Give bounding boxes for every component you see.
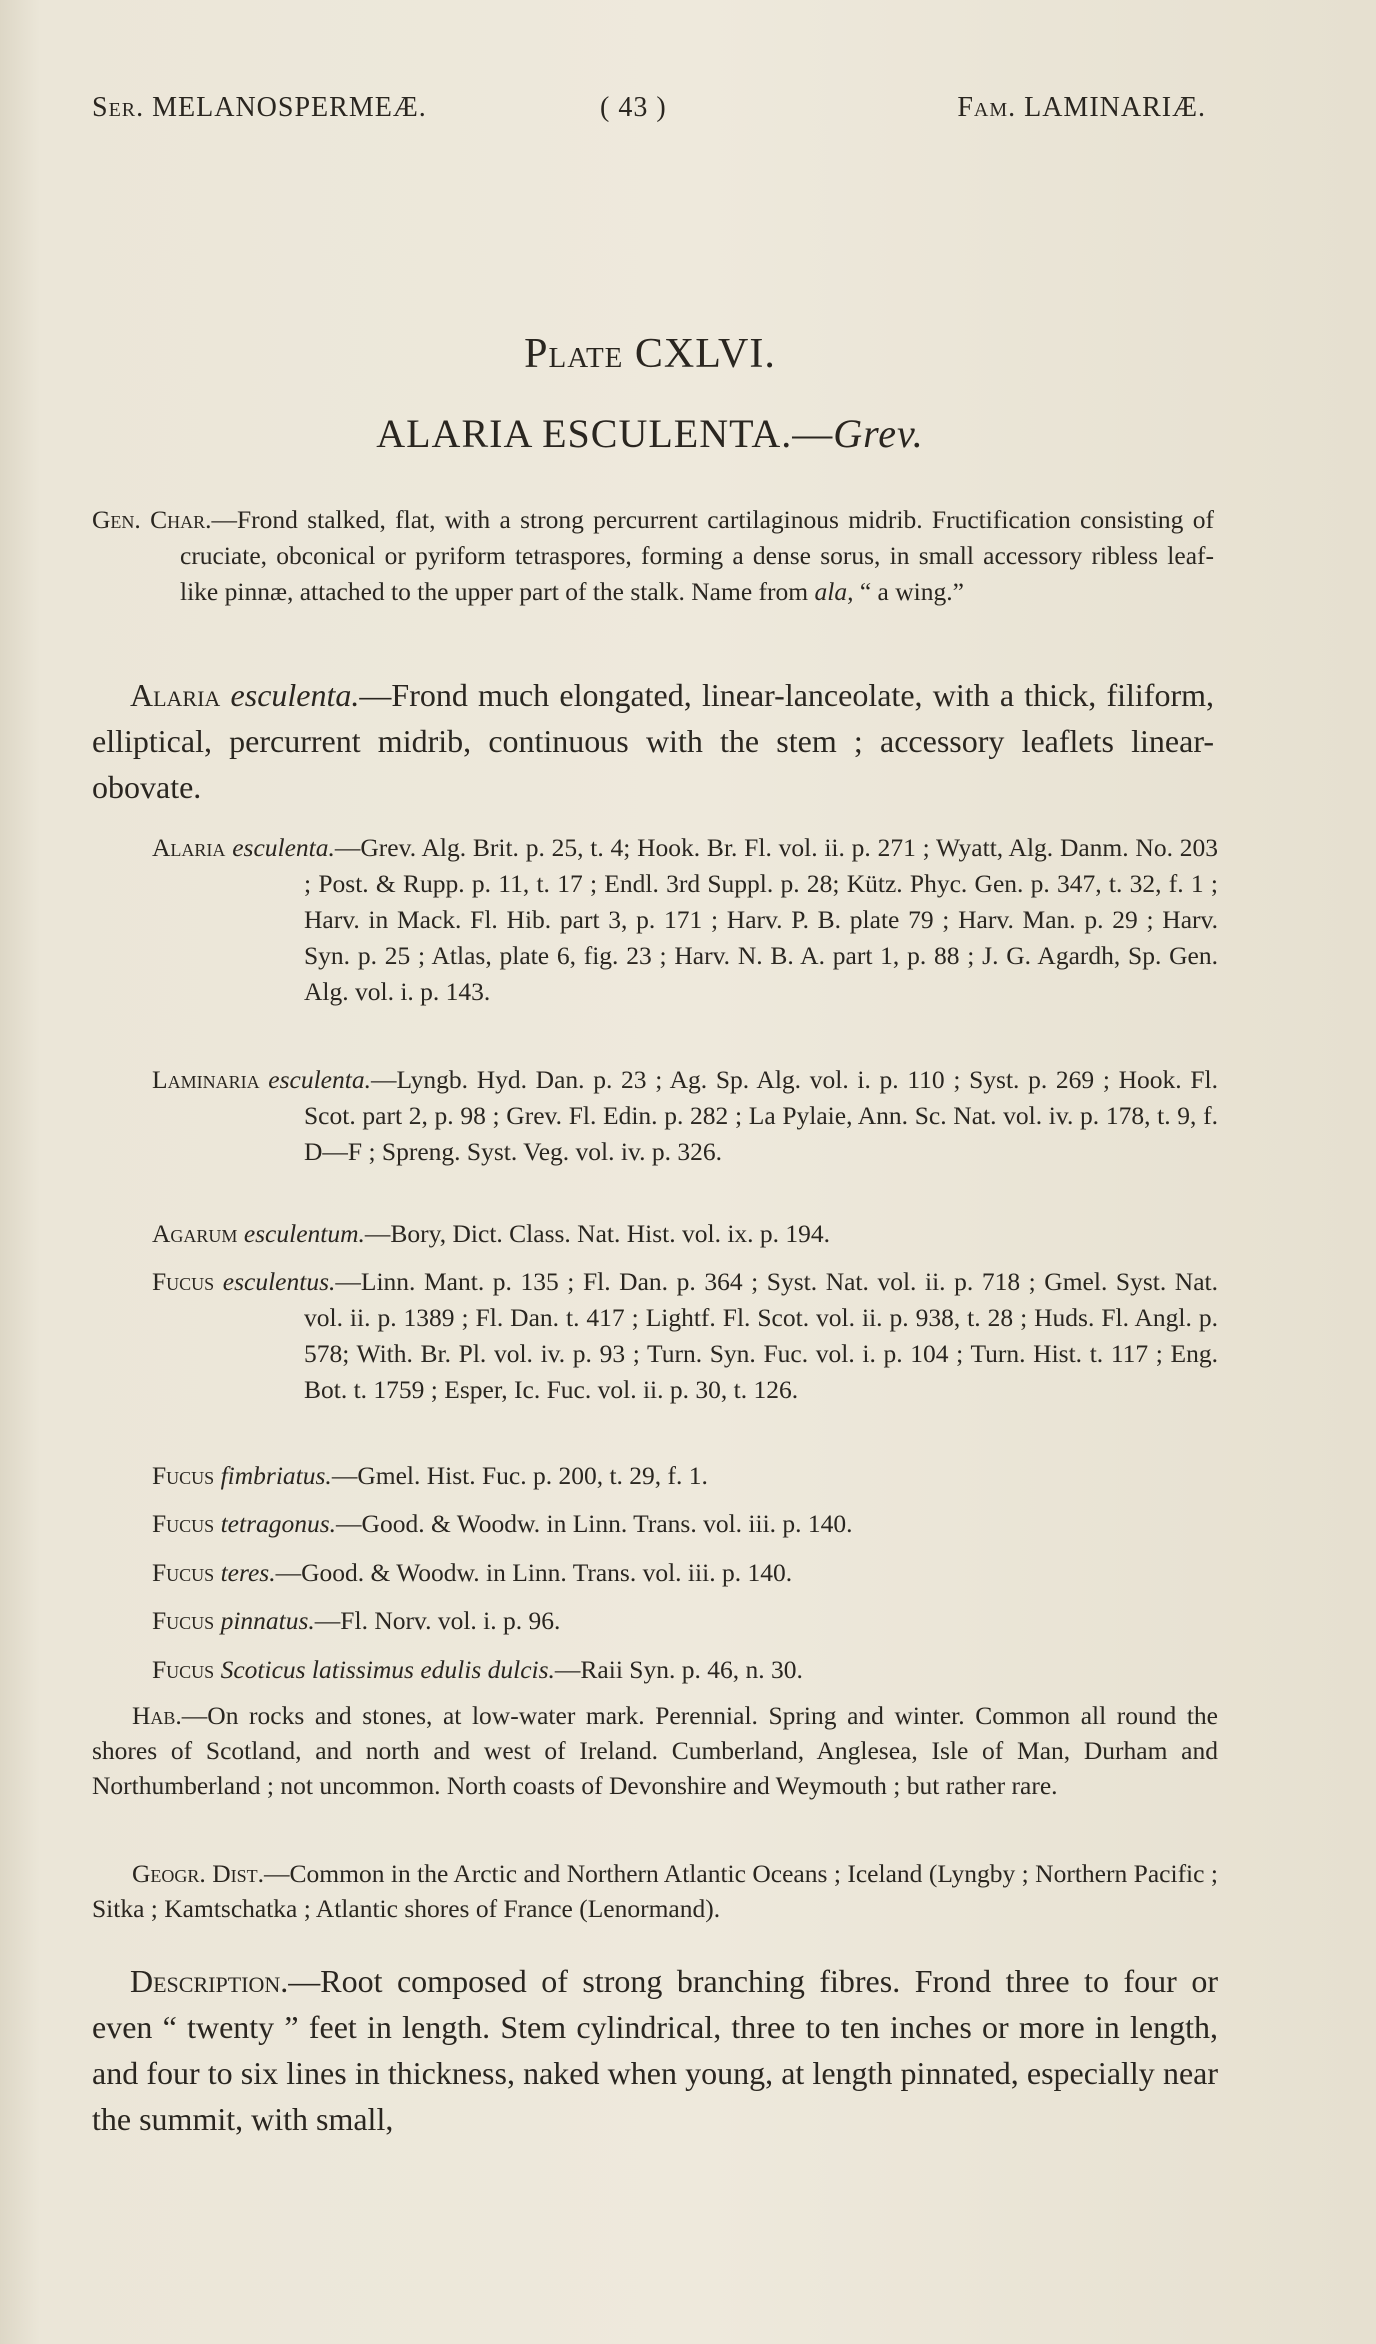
synonym-epithet: tetragonus. — [220, 1509, 337, 1538]
diagnosis-epithet: esculenta. — [230, 677, 360, 713]
synonym-genus: Fucus — [152, 1655, 215, 1684]
description — [92, 1958, 1218, 2142]
synonym-genus: Agarum — [152, 1219, 238, 1248]
synonym-genus: Fucus — [152, 1509, 215, 1538]
gen-char-label: Gen. Char. — [92, 505, 212, 534]
habitat — [92, 1698, 1218, 1803]
header-series: Ser. MELANOSPERMEÆ. — [92, 92, 427, 123]
gen-char-text: —Frond stalked, flat, with a strong percurrent cartilaginous midrib. Fructification consisting of cruciate, obconical or pyriform tetraspores, forming a dense sorus, in small accessory ribless leaf-like pinnæ, attached to the upper part of the stalk. Name from — [180, 505, 1214, 606]
species-author: Grev. — [833, 411, 924, 456]
synonym-refs: —Fl. Norv. vol. i. p. 96. — [314, 1606, 561, 1635]
synonym-epithet: esculenta. — [232, 833, 335, 862]
synonym-epithet: teres. — [220, 1558, 276, 1587]
synonym-epithet: esculentum. — [243, 1219, 365, 1248]
habitat-text: —On rocks and stones, at low-water mark. Perennial. Spring and winter. Common all round the shores of Scotland, and north and west of Ireland. Cumberland, Anglesea, Isle of Man, Durham and Northumberland ; not uncommon. North coasts of Devonshire and Weymouth ; but rather rare. — [92, 1701, 1218, 1800]
synonym-epithet: esculentus. — [222, 1267, 336, 1296]
synonym-genus: Alaria — [152, 833, 226, 862]
synonym-genus: Fucus — [152, 1558, 215, 1587]
synonym-entry — [152, 1062, 1218, 1170]
geography-text: —Common in the Arctic and Northern Atlantic Oceans ; Iceland (Lyngby ; Northern Pacific ; Sitka ; Kamtschatka ; Atlantic shores of France (Lenormand). — [92, 1859, 1218, 1923]
species-diagnosis — [92, 672, 1214, 810]
synonym-epithet: fimbriatus. — [220, 1461, 332, 1490]
synonym-refs: —Bory, Dict. Class. Nat. Hist. vol. ix. p. 194. — [364, 1219, 831, 1248]
synonym-genus: Fucus — [152, 1461, 215, 1490]
habitat-label: Hab. — [132, 1701, 182, 1730]
synonym-refs: —Lyngb. Hyd. Dan. p. 23 ; Ag. Sp. Alg. vol. i. p. 110 ; Syst. p. 269 ; Hook. Fl. Scot. part 2, p. 98 ; Grev. Fl. Edin. p. 282 ; La Pylaie, Ann. Sc. Nat. vol. iv. p. 178, t. 9, f. D—F ; Spreng. Syst. Veg. vol. iv. p. 326. — [304, 1065, 1219, 1166]
synonym-genus: Laminaria — [152, 1065, 260, 1094]
synonym-refs: —Good. & Woodw. in Linn. Trans. vol. iii. p. 140. — [275, 1558, 793, 1587]
synonym-entry — [152, 1264, 1218, 1408]
synonym-refs: —Linn. Mant. p. 135 ; Fl. Dan. p. 364 ; Syst. Nat. vol. ii. p. 718 ; Gmel. Syst. Nat. vol. ii. p. 1389 ; Fl. Dan. t. 417 ; Lightf. Fl. Scot. vol. ii. p. 938, t. 28 ; Huds. Fl. Angl. p. 578; With. Br. Pl. vol. iv. p. 93 ; Turn. Syn. Fuc. vol. i. p. 104 ; Turn. Hist. t. 117 ; Eng. Bot. t. 1759 ; Esper, Ic. Fuc. vol. ii. p. 30, t. 126. — [304, 1267, 1218, 1404]
synonym-entry — [152, 1458, 1218, 1494]
description-label: Description. — [130, 1963, 289, 1999]
header-family: Fam. LAMINARIÆ. — [957, 92, 1206, 123]
synonym-refs: —Good. & Woodw. in Linn. Trans. vol. iii. p. 140. — [336, 1509, 853, 1538]
description-text: —Root composed of strong branching fibres. Frond three to four or even “ twenty ” feet in length. Stem cylindrical, three to ten inches or more in length, and four to six lines in thickness, naked when young, at length pinnated, especially near the summit, with small, — [92, 1963, 1218, 2137]
synonym-entry — [152, 1652, 1218, 1688]
species-heading — [0, 410, 1300, 457]
gen-char-italic: ala, — [814, 577, 854, 606]
synonym-entry — [152, 1216, 1218, 1252]
plate-title: Plate CXLVI. — [524, 331, 776, 377]
synonym-epithet: Scoticus latissimus edulis dulcis. — [220, 1655, 555, 1684]
synonym-entry — [152, 1603, 1218, 1639]
page-number: ( 43 ) — [600, 92, 667, 123]
diagnosis-text: —Frond much elongated, linear-lanceolate, with a thick, filiform, elliptical, percurrent midrib, continuous with the stem ; accessory leaflets linear-obovate. — [92, 677, 1215, 805]
synonym-entry — [152, 1555, 1218, 1591]
gen-char-end: “ a wing.” — [853, 577, 964, 606]
synonym-refs: —Raii Syn. p. 46, n. 30. — [554, 1655, 803, 1684]
synonym-epithet: pinnatus. — [220, 1606, 315, 1635]
species-name: ALARIA ESCULENTA.— — [376, 411, 834, 456]
synonym-genus: Fucus — [152, 1267, 215, 1296]
synonym-refs: —Gmel. Hist. Fuc. p. 200, t. 29, f. 1. — [331, 1461, 708, 1490]
generic-character — [92, 502, 1214, 610]
running-header — [0, 92, 1376, 132]
geography-label: Geogr. Dist. — [132, 1859, 265, 1888]
synonym-genus: Fucus — [152, 1606, 215, 1635]
geographic-distribution — [92, 1856, 1218, 1926]
synonym-refs: —Grev. Alg. Brit. p. 25, t. 4; Hook. Br. Fl. vol. ii. p. 271 ; Wyatt, Alg. Danm. No. 203 ; Post. & Rupp. p. 11, t. 17 ; Endl. 3rd Suppl. p. 28; Kütz. Phyc. Gen. p. 347, t. 32, f. 1 ; Harv. in Mack. Fl. Hib. part 3, p. 171 ; Harv. P. B. plate 79 ; Harv. Man. p. 29 ; Harv. Syn. p. 25 ; Atlas, plate 6, fig. 23 ; Harv. N. B. A. part 1, p. 88 ; J. G. Agardh, Sp. Gen. Alg. vol. i. p. 143. — [304, 833, 1218, 1006]
synonym-entry — [152, 830, 1218, 1010]
synonym-epithet: esculenta. — [268, 1065, 371, 1094]
diagnosis-genus: Alaria — [130, 677, 221, 713]
synonym-entry — [152, 1506, 1218, 1542]
